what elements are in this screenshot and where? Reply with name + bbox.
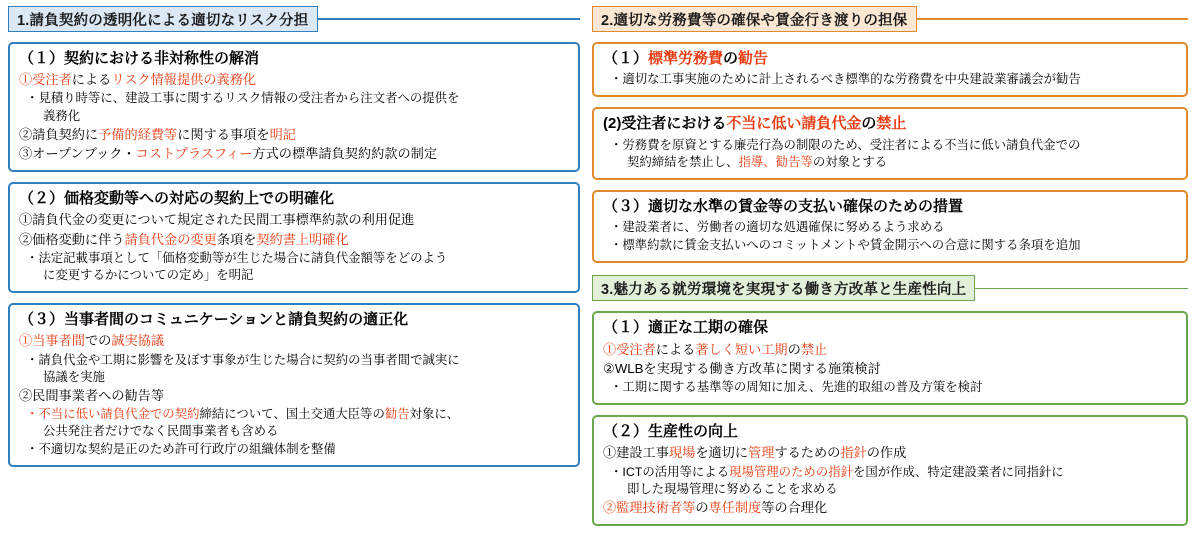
text-run: （２）生産性の向上 [603, 423, 739, 441]
text-run: 禁止 [876, 115, 907, 133]
list-item [603, 499, 1177, 517]
text-run: コストプラスフィー [135, 145, 253, 161]
list-item [19, 387, 569, 405]
sub-item-continuation [19, 267, 569, 284]
box-body [603, 444, 1177, 517]
text-run: ② [603, 499, 617, 515]
sub-item [19, 441, 569, 458]
box-title [603, 318, 1177, 338]
list-item [603, 360, 1177, 378]
box-body [19, 211, 569, 284]
section-3-header-tail [975, 288, 1188, 290]
section-2-box-2 [592, 107, 1188, 179]
sub-item-continuation [603, 481, 1177, 498]
text-run: （１）適正な工期の確保 [603, 319, 769, 337]
text-run: ・適切な工事実施のために計上されるべき標準的な労務費を中央建設業審議会が勧告 [610, 72, 1081, 87]
text-run: 指針 [840, 445, 867, 461]
text-run: 勧告 [384, 406, 410, 421]
text-run: ・労務費を原資とする廉売行為の制限のため、受注者による不当に低い請負代金での [610, 137, 1081, 152]
text-run: 不当に低い請負代金 [726, 115, 862, 133]
sub-item-continuation [603, 154, 1177, 171]
text-run: による [655, 341, 696, 357]
text-run: ① [19, 333, 33, 349]
list-item [19, 231, 569, 249]
text-run: 等の合理化 [761, 499, 828, 515]
section-2-box-1 [592, 42, 1188, 97]
text-run: の [787, 341, 801, 357]
sub-item [603, 219, 1177, 236]
text-run: 予備的経費等 [98, 126, 178, 142]
text-run: 受注者 [32, 72, 72, 88]
text-run: に関する事項を [177, 126, 270, 142]
sub-item [603, 71, 1177, 88]
section-3-box-1 [592, 311, 1188, 405]
text-run: （３）適切な水準の賃金等の支払い確保のための措置 [603, 197, 964, 215]
text-run: 条項を [216, 231, 257, 247]
section-2-header: 2.適切な労務費等の確保や賃金行き渡りの担保 [592, 6, 917, 32]
text-run: 当事者間 [32, 333, 85, 349]
text-run: (2)受注者における [603, 115, 727, 133]
text-run: 現場 [668, 445, 696, 461]
list-item [19, 332, 569, 350]
column-left [8, 6, 580, 535]
section-1-box-3 [8, 303, 580, 467]
text-run: 監理技術者等 [616, 499, 696, 515]
box-body [603, 71, 1177, 88]
text-run: 対象に、 [409, 406, 460, 421]
text-run: 専任制度 [708, 499, 762, 515]
list-item [19, 71, 569, 89]
box-title [603, 49, 1177, 69]
box-body [19, 71, 569, 163]
text-run: ・ICTの活用等による [610, 464, 730, 479]
text-run: に変更するかについての定め」を明記 [43, 267, 254, 282]
text-run: を国が作成、特定建設業者に同指針に [853, 464, 1064, 479]
text-run: 管理 [748, 445, 775, 461]
text-run: するための [774, 445, 841, 461]
list-item [19, 126, 569, 144]
sub-item [603, 137, 1177, 154]
sub-item [603, 237, 1177, 254]
text-run: ①建設工事 [603, 445, 669, 461]
text-run: 標準労務費 [648, 50, 724, 67]
list-item [603, 444, 1177, 462]
box-title: （１）契約における非対称性の解消 [19, 50, 260, 67]
text-run: ・不適切な契約是正のため許可行政庁の組織体制を整備 [26, 442, 336, 457]
text-run: （１） [603, 50, 649, 67]
sub-item [19, 406, 569, 423]
box-title [603, 422, 1177, 442]
text-run: ・ [26, 406, 39, 421]
text-run: ②WLBを実現する働き方改革に関する施策検討 [603, 360, 881, 376]
text-run: 勧告 [738, 50, 769, 67]
section-2-header-tail [917, 18, 1189, 20]
sub-item [603, 379, 1177, 396]
column-right [592, 6, 1188, 535]
box-title: （２）価格変動等への対応の契約上での明確化 [19, 190, 335, 208]
box-body [603, 219, 1177, 254]
text-run: ・建設業者に、労働者の適切な処遇確保に努めるよう求める [610, 220, 945, 235]
box-title: （３）当事者間のコミュニケーションと請負契約の適正化 [19, 311, 409, 329]
list-item [603, 341, 1177, 359]
text-run: の [723, 50, 739, 67]
text-run: を適切に [695, 445, 749, 461]
text-run: ③オープンブック・ [19, 145, 136, 161]
text-run: ・法定記載事項として「価格変動等が生じた場合に請負代金額等をどのよう [26, 250, 448, 265]
text-run: 著しく短い工期 [695, 341, 788, 357]
text-run: 指導、勧告等 [738, 154, 813, 169]
text-run: ① [603, 341, 617, 357]
section-3-header-wrap [592, 275, 1188, 301]
text-run: 協議を実施 [43, 369, 105, 384]
section-3-box-2 [592, 415, 1188, 526]
box-title [603, 197, 1177, 217]
sub-item [19, 90, 569, 107]
section-3-header: 3.魅力ある就労環境を実現する働き方改革と生産性向上 [592, 275, 975, 301]
section-2-header-wrap [592, 6, 1188, 32]
sub-item [603, 464, 1177, 481]
text-run: 明確化 [309, 231, 349, 247]
text-run: リスク情報提供の義務化 [111, 72, 257, 88]
list-item [19, 211, 569, 229]
sub-item [19, 250, 569, 267]
box-body [603, 137, 1177, 171]
section-1-header: 1.請負契約の透明化による適切なリスク分担 [8, 6, 318, 32]
section-1-header-tail [318, 18, 580, 20]
box-body [603, 341, 1177, 397]
text-run: 契約書上 [256, 231, 310, 247]
text-run: ②請負契約に [19, 126, 99, 142]
sub-item-continuation [19, 108, 569, 125]
text-run: 禁止 [800, 341, 828, 357]
text-run: の対象とする [812, 154, 888, 169]
section-1-box-1 [8, 42, 580, 172]
text-run: ②民間事業者への勧告等 [19, 387, 165, 403]
sub-item [19, 352, 569, 369]
text-run: による [71, 72, 112, 88]
text-run: 受注者 [616, 341, 656, 357]
text-run: での [84, 333, 112, 349]
text-run: 方式の標準請負契約約款の制定 [252, 145, 438, 161]
sub-item-continuation [19, 369, 569, 386]
section-2-box-3 [592, 190, 1188, 263]
text-run: の [695, 499, 709, 515]
text-run: 公共発注者だけでなく民間事業者も含める [43, 424, 279, 439]
text-run: ① [19, 72, 33, 88]
box-body [19, 332, 569, 458]
text-run: 不当に低い請負代金での契約 [38, 406, 200, 421]
section-1-box-2 [8, 182, 580, 293]
text-run: ・工期に関する基準等の周知に加え、先進的取組の普及方策を検討 [610, 379, 983, 394]
text-run: 即した現場管理に努めることを求める [627, 481, 838, 496]
text-run: ①請負代金の変更について規定された民間工事標準約款の利用促進 [19, 212, 415, 228]
text-run: 義務化 [43, 108, 81, 123]
text-run: ②価格変動に伴う [19, 231, 125, 247]
text-run: 現場管理のための指針 [729, 464, 853, 479]
text-run: の作成 [866, 445, 907, 461]
text-run: 誠実協議 [111, 333, 165, 349]
section-1-header-wrap [8, 6, 580, 32]
box-title [603, 114, 1177, 134]
text-run: 請負代金の変更 [124, 231, 217, 247]
text-run: ・見積り時等に、建設工事に関するリスク情報の受注者から注文者への提供を [26, 91, 460, 106]
text-run: ・請負代金や工期に影響を及ぼす事象が生じた場合に契約の当事者間で誠実に [26, 352, 460, 367]
list-item [19, 145, 569, 163]
text-run: 契約締結を禁止し、 [627, 154, 739, 169]
text-run: 明記 [269, 126, 296, 142]
text-run: ・標準約款に賃金支払いへのコミットメントや賃金開示への合意に関する条項を追加 [610, 238, 1081, 253]
text-run: 締結について、国土交通大臣等の [199, 406, 385, 421]
sub-item-continuation [19, 423, 569, 440]
text-run: の [861, 115, 877, 133]
